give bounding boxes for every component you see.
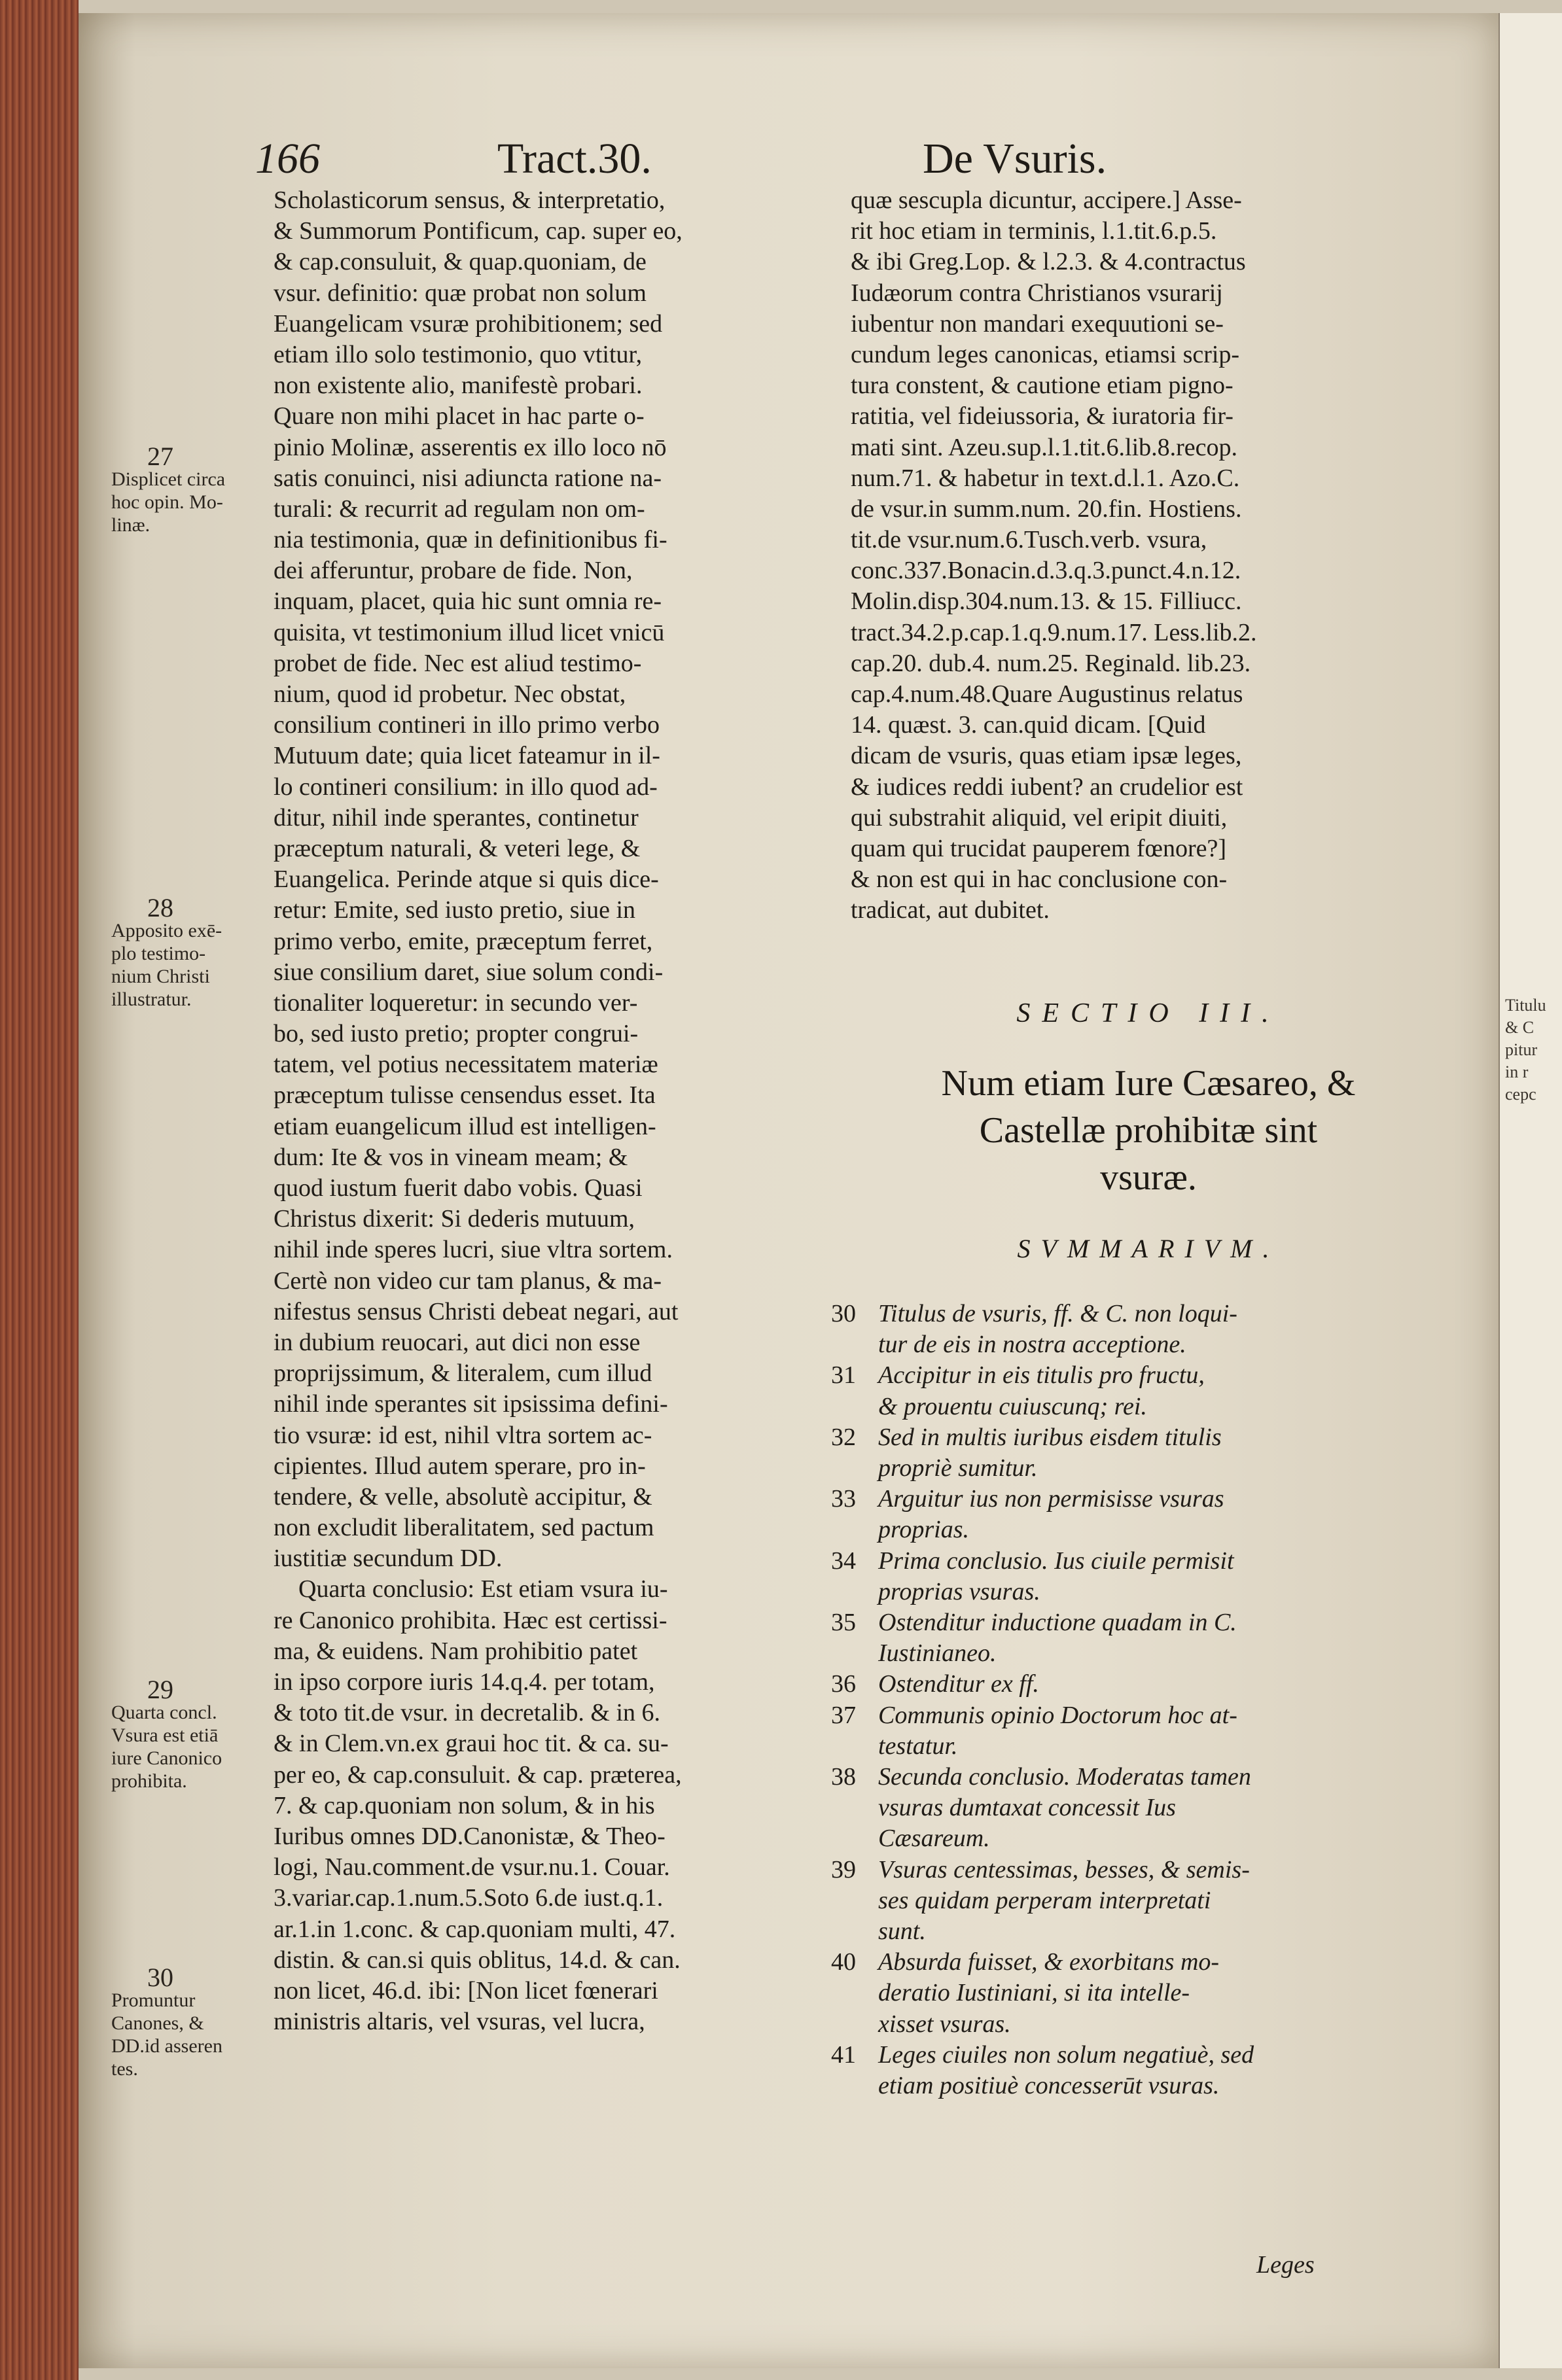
summary-item-number: 38 bbox=[831, 1763, 856, 1791]
text-line: Scholasticorum sensus, & interpretatio, bbox=[274, 186, 666, 214]
text-line: Quarta conclusio: Est etiam vsura iu- bbox=[274, 1575, 668, 1603]
section-label: SECTIO III. bbox=[1016, 998, 1281, 1028]
summary-item bbox=[831, 1484, 1440, 1545]
text-line: pinio Molinæ, asserentis ex illo loco nō bbox=[274, 433, 667, 461]
summary-item-text: Ostenditur ex ff. bbox=[878, 1670, 1039, 1698]
section-heading bbox=[851, 1060, 1446, 1201]
facing-page-edge bbox=[1499, 13, 1562, 2368]
text-line: bo, sed iusto pretio; propter congrui- bbox=[274, 1020, 639, 1048]
facing-page-fragment: Titulu bbox=[1505, 996, 1546, 1015]
text-line: inquam, placet, quia hic sunt omnia re- bbox=[274, 587, 662, 616]
margin-note bbox=[111, 442, 301, 536]
text-line: & toto tit.de vsur. in decretalib. & in 6. bbox=[274, 1699, 661, 1727]
text-line: & in Clem.vn.ex graui hoc tit. & ca. su- bbox=[274, 1730, 669, 1758]
text-line: & iudices reddi iubent? an crudelior est bbox=[851, 773, 1243, 801]
text-line: tit.de vsur.num.6.Tusch.verb. vsura, bbox=[851, 526, 1207, 554]
text-line: & ibi Greg.Lop. & l.2.3. & 4.contractus bbox=[851, 248, 1246, 276]
text-line: Molin.disp.304.num.13. & 15. Filliucc. bbox=[851, 587, 1242, 616]
summary-item-number: 36 bbox=[831, 1670, 856, 1698]
summary-item-text: Titulus de vsuris, ff. & C. non loqui- bbox=[878, 1300, 1237, 1327]
facing-page-fragment: & C bbox=[1505, 1018, 1535, 1037]
margin-note-text: iure Canonico bbox=[111, 1747, 222, 1769]
summary-item-text: Communis opinio Doctorum hoc at- bbox=[878, 1701, 1237, 1729]
margin-note-text: Displicet circa bbox=[111, 468, 226, 490]
section-heading-line: vsuræ. bbox=[1100, 1157, 1197, 1198]
text-line: & non est qui in hac conclusione con- bbox=[851, 866, 1228, 894]
margin-note-number: 28 bbox=[147, 893, 173, 922]
margin-note-text: Promuntur bbox=[111, 1989, 196, 2011]
text-line: distin. & can.si quis oblitus, 14.d. & can. bbox=[274, 1946, 681, 1974]
margin-note-text: hoc opin. Mo- bbox=[111, 491, 223, 513]
text-line: tio vsuræ: id est, nihil vltra sortem ac- bbox=[274, 1421, 652, 1449]
summary-item bbox=[831, 1855, 1440, 1948]
summary-item-text: etiam positiuè concesserūt vsuras. bbox=[878, 2072, 1220, 2100]
text-line: lo contineri consilium: in illo quod ad- bbox=[274, 773, 658, 801]
summary-item bbox=[831, 1669, 1440, 1700]
summary-item-number: 34 bbox=[831, 1547, 856, 1575]
summary-list bbox=[831, 1299, 1440, 2101]
text-line: tendere, & velle, absolutè accipitur, & bbox=[274, 1482, 652, 1511]
summary-item-text: deratio Iustiniani, si ita intelle- bbox=[878, 1979, 1190, 2007]
text-line: nia testimonia, quæ in definitionibus fi- bbox=[274, 526, 667, 554]
text-line: ma, & euidens. Nam prohibitio patet bbox=[274, 1637, 638, 1665]
text-line: cipientes. Illud autem sperare, pro in- bbox=[274, 1452, 646, 1480]
page-edge-left bbox=[0, 0, 79, 2380]
text-line: siue consilium daret, siue solum condi- bbox=[274, 958, 664, 986]
summary-item-text: Vsuras centessimas, besses, & semis- bbox=[878, 1855, 1250, 1883]
margin-note-text: illustratur. bbox=[111, 989, 192, 1010]
margin-note-text: prohibita. bbox=[111, 1770, 187, 1792]
text-line: & cap.consuluit, & quap.quoniam, de bbox=[274, 248, 647, 276]
summary-item-text: testatur. bbox=[878, 1732, 958, 1760]
margin-note-text: plo testimo- bbox=[111, 943, 206, 964]
text-line: dicam de vsuris, quas etiam ipsæ leges, bbox=[851, 742, 1242, 770]
text-line: quisita, vt testimonium illud licet vnicū bbox=[274, 618, 665, 646]
summary-item-text: proprias. bbox=[878, 1516, 970, 1544]
text-line: per eo, & cap.consuluit. & cap. præterea, bbox=[274, 1760, 682, 1789]
summary-item-number: 37 bbox=[831, 1701, 856, 1729]
summary-item-text: Sed in multis iuribus eisdem titulis bbox=[878, 1423, 1222, 1451]
text-line: dum: Ite & vos in vineam meam; & bbox=[274, 1143, 628, 1171]
text-line: in ipso corpore iuris 14.q.4. per totam, bbox=[274, 1668, 655, 1696]
summary-item-text: Arguitur ius non permisisse vsuras bbox=[878, 1485, 1224, 1513]
summary-label: SVMMARIVM. bbox=[1017, 1234, 1280, 1263]
text-line: etiam illo solo testimonio, quo vtitur, bbox=[274, 340, 643, 368]
text-line: tatem, vel potius necessitatem materiæ bbox=[274, 1051, 658, 1079]
summary-item-text: & prouentu cuiuscunq; rei. bbox=[878, 1392, 1147, 1420]
text-line: tionaliter loqueretur: in secundo ver- bbox=[274, 989, 638, 1017]
text-line: & Summorum Pontificum, cap. super eo, bbox=[274, 217, 683, 245]
text-line: rit hoc etiam in terminis, l.1.tit.6.p.5. bbox=[851, 217, 1217, 245]
margin-note-text: Canones, & bbox=[111, 2012, 204, 2034]
summary-item-text: sunt. bbox=[878, 1917, 926, 1946]
running-head-tract: Tract.30. bbox=[497, 135, 652, 183]
text-line: præceptum tulisse censendus esset. Ita bbox=[274, 1081, 656, 1110]
summary-item-text: xisset vsuras. bbox=[878, 2010, 1011, 2038]
summary-item bbox=[831, 1700, 1440, 1762]
text-line: num.71. & habetur in text.d.l.1. Azo.C. bbox=[851, 464, 1240, 492]
summary-item-number: 31 bbox=[831, 1361, 856, 1390]
summary-item bbox=[831, 1299, 1440, 1360]
text-line: ministris altaris, vel vsuras, vel lucra, bbox=[274, 2008, 645, 2036]
facing-page-fragment: pitur bbox=[1505, 1040, 1538, 1059]
section-heading-line: Num etiam Iure Cæsareo, & bbox=[941, 1063, 1356, 1104]
text-line: Christus dixerit: Si dederis mutuum, bbox=[274, 1205, 635, 1233]
summary-item-text: Ostenditur inductione quadam in C. bbox=[878, 1609, 1237, 1637]
summary-item-number: 32 bbox=[831, 1423, 856, 1451]
text-line: logi, Nau.comment.de vsur.nu.1. Couar. bbox=[274, 1853, 670, 1881]
text-line: præceptum naturali, & veteri lege, & bbox=[274, 834, 641, 862]
text-line: primo verbo, emite, præceptum ferret, bbox=[274, 927, 653, 955]
text-line: Certè non video cur tam planus, & ma- bbox=[274, 1267, 662, 1295]
text-line: nifestus sensus Christi debeat negari, aut bbox=[274, 1297, 679, 1325]
text-line: de vsur.in summ.num. 20.fin. Hostiens. bbox=[851, 495, 1242, 523]
margin-note-text: tes. bbox=[111, 2058, 138, 2080]
text-line: 7. & cap.quoniam non solum, & in his bbox=[274, 1791, 655, 1819]
summary-item-number: 35 bbox=[831, 1609, 856, 1637]
text-line: re Canonico prohibita. Hæc est certissi- bbox=[274, 1606, 667, 1634]
margin-note bbox=[111, 893, 301, 1011]
summary-item-number: 33 bbox=[831, 1485, 856, 1513]
summary-item-text: Secunda conclusio. Moderatas tamen bbox=[878, 1763, 1251, 1791]
text-line: iustitiæ secundum DD. bbox=[274, 1545, 503, 1573]
margin-note-text: Vsura est etiā bbox=[111, 1724, 219, 1746]
text-line: Iudæorum contra Christianos vsurarij bbox=[851, 279, 1223, 307]
margin-note-text: Quarta concl. bbox=[111, 1702, 217, 1723]
text-line: non licet, 46.d. ibi: [Non licet fœnerari bbox=[274, 1976, 658, 2004]
text-line: quod iustum fuerit dabo vobis. Quasi bbox=[274, 1174, 643, 1202]
text-line: qui substrahit aliquid, vel eripit diuiti, bbox=[851, 803, 1228, 831]
text-line: tract.34.2.p.cap.1.q.9.num.17. Less.lib.2. bbox=[851, 618, 1257, 646]
summary-item bbox=[831, 1360, 1440, 1422]
margin-note-number: 30 bbox=[147, 1963, 173, 1992]
text-line: quam qui trucidat pauperem fœnore?] bbox=[851, 834, 1226, 862]
text-line: mati sint. Azeu.sup.l.1.tit.6.lib.8.recop. bbox=[851, 433, 1238, 461]
text-line: proprijssimum, & literalem, cum illud bbox=[274, 1359, 652, 1388]
summary-item-text: Leges ciuiles non solum negatiuè, sed bbox=[878, 2040, 1254, 2069]
margin-note-text: DD.id asseren bbox=[111, 2035, 222, 2057]
summary-item-number: 30 bbox=[831, 1300, 856, 1327]
text-line: tura constent, & cautione etiam pigno- bbox=[851, 372, 1234, 400]
summary-item-number: 39 bbox=[831, 1855, 856, 1883]
text-line: conc.337.Bonacin.d.3.q.3.punct.4.n.12. bbox=[851, 557, 1241, 585]
text-line: cap.20. dub.4. num.25. Reginald. lib.23. bbox=[851, 649, 1251, 677]
text-line: tradicat, aut dubitet. bbox=[851, 896, 1050, 924]
summary-item-number: 40 bbox=[831, 1948, 856, 1976]
margin-note-text: Apposito exē- bbox=[111, 920, 222, 941]
margin-note-number: 29 bbox=[147, 1675, 173, 1704]
summary-item bbox=[831, 1546, 1440, 1607]
summary-item-text: proprias vsuras. bbox=[878, 1577, 1040, 1605]
text-line: ar.1.in 1.conc. & cap.quoniam multi, 47. bbox=[274, 1915, 676, 1943]
text-line: quæ sescupla dicuntur, accipere.] Asse- bbox=[851, 186, 1242, 214]
text-line: dei afferuntur, probare de fide. Non, bbox=[274, 557, 633, 585]
margin-note-text: linæ. bbox=[111, 514, 151, 536]
text-line: Quare non mihi placet in hac parte o- bbox=[274, 402, 645, 430]
summary-item-number: 41 bbox=[831, 2040, 856, 2069]
running-head-title: De Vsuris. bbox=[923, 135, 1107, 183]
summary-item bbox=[831, 1947, 1440, 2040]
section-heading-line: Castellæ prohibitæ sint bbox=[979, 1110, 1318, 1151]
text-line: nihil inde speres lucri, siue vltra sortem. bbox=[274, 1236, 673, 1264]
text-line: 3.variar.cap.1.num.5.Soto 6.de iust.q.1. bbox=[274, 1884, 664, 1912]
summary-item-text: Accipitur in eis titulis pro fructu, bbox=[878, 1361, 1205, 1390]
summary-item bbox=[831, 2040, 1440, 2101]
text-line: turali: & recurrit ad regulam non om- bbox=[274, 495, 645, 523]
text-line: nium, quod id probetur. Nec obstat, bbox=[274, 680, 626, 708]
text-line: cap.4.num.48.Quare Augustinus relatus bbox=[851, 680, 1243, 708]
right-text-column bbox=[851, 185, 1446, 926]
text-line: satis conuinci, nisi adiuncta ratione na- bbox=[274, 464, 662, 492]
summary-item-text: ses quidam perperam interpretati bbox=[878, 1886, 1211, 1914]
left-text-column bbox=[274, 185, 830, 2037]
summary-item-text: Cæsareum. bbox=[878, 1825, 990, 1853]
text-line: vsur. definitio: quæ probat non solum bbox=[274, 279, 647, 307]
margin-note-number: 27 bbox=[147, 442, 173, 471]
margin-note-text: nium Christi bbox=[111, 966, 210, 987]
text-line: Iuribus omnes DD.Canonistæ, & Theo- bbox=[274, 1822, 666, 1850]
catchword: Leges bbox=[1256, 2251, 1315, 2279]
facing-page-fragment: cepc bbox=[1505, 1085, 1536, 1104]
text-line: non existente alio, manifestè probari. bbox=[274, 372, 643, 400]
text-line: Euangelicam vsuræ prohibitionem; sed bbox=[274, 309, 663, 338]
text-line: cundum leges canonicas, etiamsi scrip- bbox=[851, 340, 1240, 368]
summary-item-text: Prima conclusio. Ius ciuile permisit bbox=[878, 1547, 1234, 1575]
text-line: ratitia, vel fideiussoria, & iuratoria fir- bbox=[851, 402, 1234, 430]
margin-note bbox=[111, 1675, 301, 1793]
text-line: retur: Emite, sed iusto pretio, siue in bbox=[274, 896, 636, 924]
text-line: in dubium reuocari, aut dici non esse bbox=[274, 1328, 641, 1356]
facing-page-fragment: in r bbox=[1505, 1062, 1529, 1081]
summary-item bbox=[831, 1422, 1440, 1484]
summary-item-text: vsuras dumtaxat concessit Ius bbox=[878, 1794, 1176, 1822]
text-line: etiam euangelicum illud est intelligen- bbox=[274, 1112, 656, 1140]
summary-item-text: Absurda fuisset, & exorbitans mo- bbox=[878, 1948, 1220, 1976]
summary-item-text: Iustinianeo. bbox=[878, 1639, 997, 1668]
summary-item bbox=[831, 1607, 1440, 1669]
text-line: Mutuum date; quia licet fateamur in il- bbox=[274, 742, 660, 770]
summary-item-text: tur de eis in nostra acceptione. bbox=[878, 1331, 1186, 1359]
text-line: Euangelica. Perinde atque si quis dice- bbox=[274, 866, 659, 894]
text-line: non excludit liberalitatem, sed pactum bbox=[274, 1514, 654, 1542]
text-line: consilium contineri in illo primo verbo bbox=[274, 711, 660, 739]
summary-item-text: propriè sumitur. bbox=[878, 1454, 1038, 1482]
margin-note bbox=[111, 1963, 301, 2080]
text-line: ditur, nihil inde sperantes, continetur bbox=[274, 803, 639, 831]
text-line: nihil inde sperantes sit ipsissima defini- bbox=[274, 1390, 668, 1418]
summary-item bbox=[831, 1762, 1440, 1855]
text-line: 14. quæst. 3. can.quid dicam. [Quid bbox=[851, 711, 1206, 739]
text-line: iubentur non mandari exequutioni se- bbox=[851, 309, 1224, 338]
page-number: 166 bbox=[255, 135, 320, 183]
text-line: probet de fide. Nec est aliud testimo- bbox=[274, 649, 642, 677]
